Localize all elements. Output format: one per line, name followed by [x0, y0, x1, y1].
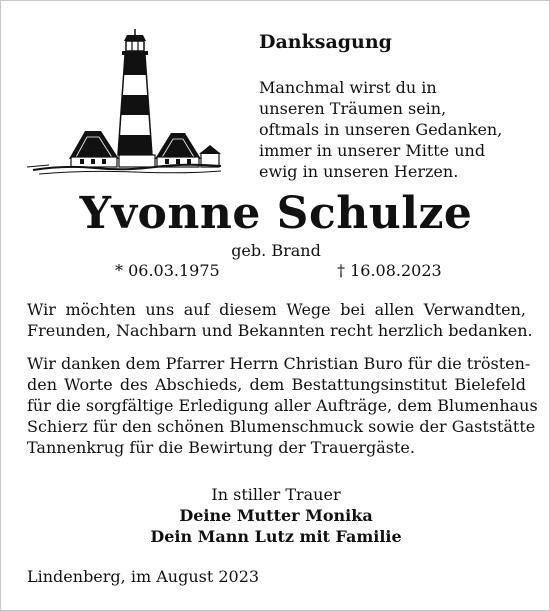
poem-line: unseren Träumen sein, [259, 99, 447, 118]
paragraph-line: Wir danken dem Pfarrer Herrn Christian Buro für die trösten- [27, 354, 531, 373]
lighthouse-icon [25, 27, 225, 177]
place-date: Lindenberg, im August 2023 [27, 567, 260, 586]
deceased-name: Yvonne Schulze [79, 188, 473, 239]
paragraph-line: Schierz für den schönen Blumenschmuck sowie der Gaststätte [27, 417, 536, 436]
poem-line: ewig in unseren Herzen. [259, 162, 459, 181]
signoff-name: Dein Mann Lutz mit Familie [150, 527, 402, 546]
poem-line: oftmals in unseren Gedanken, [259, 120, 503, 139]
paragraph-line: Tannenkrug für die Bewirtung der Trauergäste. [27, 438, 415, 457]
poem [259, 77, 539, 182]
birth-name: geb. Brand [231, 241, 321, 260]
poem-line: Manchmal wirst du in [259, 78, 437, 97]
acknowledgement-paragraph [27, 353, 538, 458]
paragraph-line: Freunden, Nachbarn und Bekannten recht herzlich bedanken. [27, 321, 533, 340]
thanks-paragraph [27, 299, 533, 341]
signoff-intro: In stiller Trauer [211, 485, 341, 504]
death-date: † 16.08.2023 [337, 261, 442, 280]
notice-heading: Danksagung [259, 31, 392, 53]
signoff-name: Deine Mutter Monika [179, 506, 373, 525]
signoff [1, 484, 550, 547]
paragraph-line: den Worte des Abschieds, dem Bestattungsinstitut Bielefeld [27, 375, 526, 394]
poem-line: immer in unserer Mitte und [259, 141, 486, 160]
paragraph-line: Wir möchten uns auf diesem Wege bei allen Verwandten, [27, 300, 526, 319]
paragraph-line: für die sorgfältige Erledigung aller Aufträge, dem Blumenhaus [27, 396, 538, 415]
birth-date: * 06.03.1975 [115, 261, 220, 280]
